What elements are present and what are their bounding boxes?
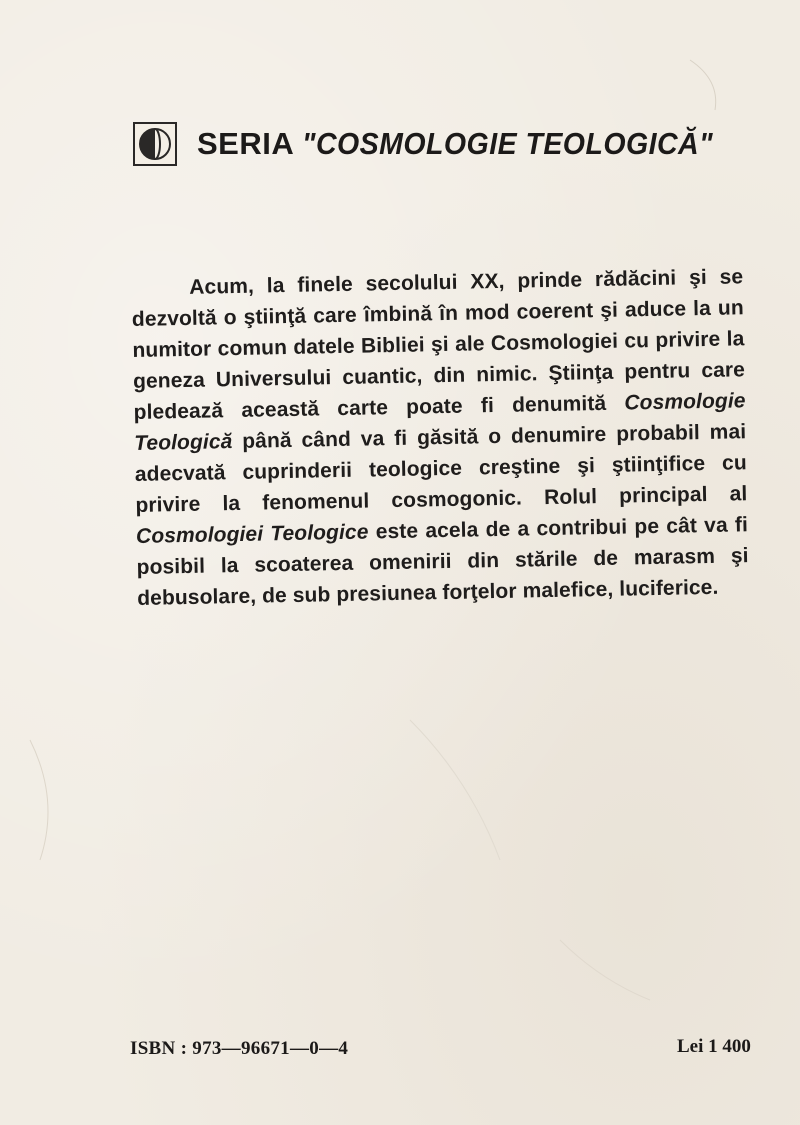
series-title <box>197 126 749 162</box>
description-text: Acum, la finele secolului XX, prinde rădăcini şi se dezvoltă o ştiinţă care îmbină în mod coerent şi aduce la un numitor comun datele Bibliei şi ale Cosmologiei cu privire la geneza Universului cuantic, din nimic. Ştiinţa pentru care pledează această carte poate fi denumită <box>131 265 746 424</box>
description-text-continued: până când va fi găsită o denumire probabil mai adecvată cuprinderii teologice creştine şi ştiinţifice cu privire la fenomenul cosmogonic. Rolul principal al <box>134 420 748 517</box>
emphasis-cosmologiei-teologice: Cosmologiei Teologice <box>135 520 369 548</box>
back-cover-description <box>131 261 749 614</box>
series-header <box>133 116 773 172</box>
series-prefix: SERIA <box>197 126 295 161</box>
series-name: "COSMOLOGIE TEOLOGICĂ" <box>302 126 714 161</box>
price-label: Lei 1 400 <box>677 1036 751 1057</box>
emphasis-cosmologie-teologica: Cosmologie Teologică <box>134 389 746 455</box>
half-circle-logo-icon <box>133 122 177 166</box>
description-text-end: este acela de a contribui pe cât va fi posibil la scoaterea omenirii din stările de marasm şi debusolare, de sub presiunea forţelor malefice, luciferice. <box>136 513 749 610</box>
isbn-label: ISBN : 973—96671—0—4 <box>130 1038 349 1059</box>
